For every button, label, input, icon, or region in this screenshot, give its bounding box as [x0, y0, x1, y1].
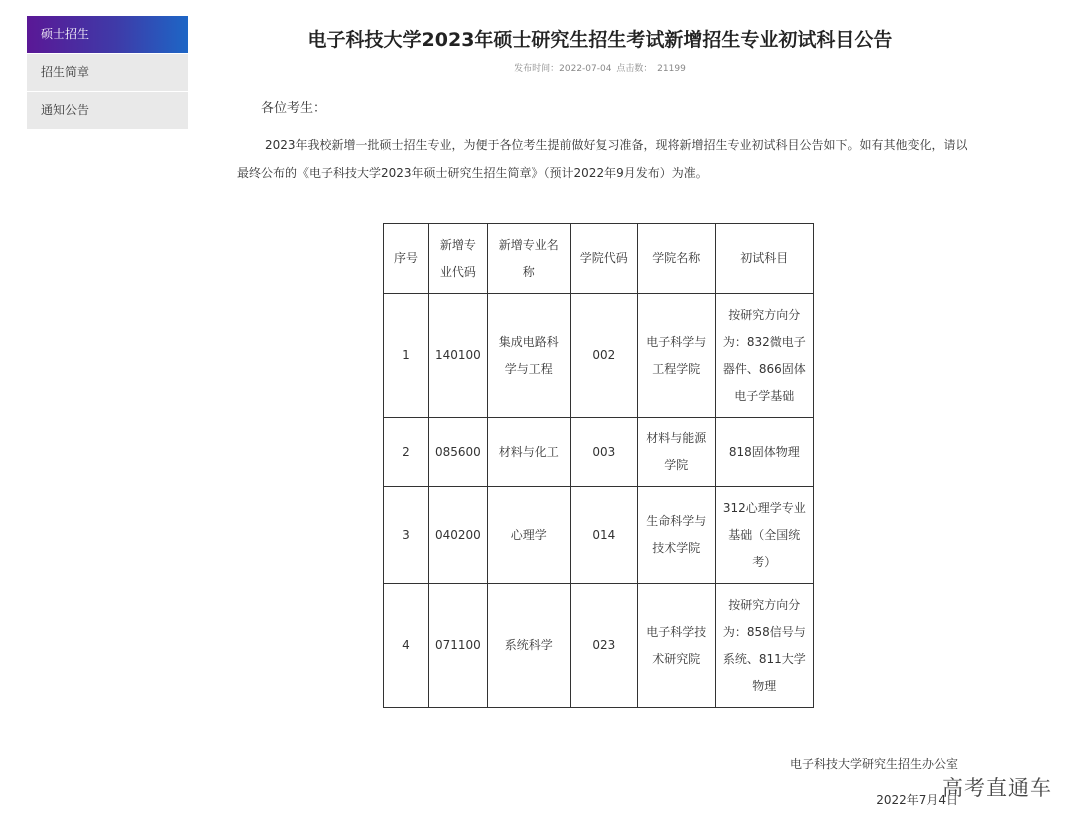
- cell-major-name: 集成电路科学与工程: [487, 294, 570, 418]
- signature-date: 2022年7月4日: [876, 793, 958, 807]
- cell-exam-subjects: 312心理学专业基础（全国统考）: [715, 487, 813, 584]
- cell-college-code: 014: [570, 487, 637, 584]
- cell-major-code: 140100: [429, 294, 488, 418]
- cell-college-code: 002: [570, 294, 637, 418]
- page-title: 电子科技大学2023年硕士研究生招生考试新增招生专业初试科目公告: [307, 29, 893, 51]
- sidebar-item-masters-admission[interactable]: 硕士招生: [27, 16, 188, 54]
- header-major-name: 新增专业名称: [487, 224, 570, 294]
- signature-office: 电子科技大学研究生招生办公室: [789, 757, 958, 771]
- header-college-code: 学院代码: [570, 224, 637, 294]
- cell-college-code: 023: [570, 584, 637, 708]
- cell-major-name: 系统科学: [487, 584, 570, 708]
- sidebar-item-admission-brochure[interactable]: 招生简章: [27, 54, 188, 92]
- table-row: [384, 294, 814, 418]
- cell-seq: 2: [384, 418, 429, 487]
- salutation: 各位考生：: [261, 101, 327, 116]
- cell-college-code: 003: [570, 418, 637, 487]
- cell-seq: 3: [384, 487, 429, 584]
- cell-college-name: 生命科学与技术学院: [637, 487, 715, 584]
- cell-major-code: 071100: [429, 584, 488, 708]
- table-row: [384, 418, 814, 487]
- cell-exam-subjects: 按研究方向分为：858信号与系统、811大学物理: [715, 584, 813, 708]
- publish-meta: 发布时间：2022-07-04 点击数： 21199: [514, 64, 686, 74]
- cell-seq: 4: [384, 584, 429, 708]
- cell-major-code: 085600: [429, 418, 488, 487]
- header-major-code: 新增专业代码: [429, 224, 488, 294]
- table-row: [384, 584, 814, 708]
- table-header-row: [384, 224, 814, 294]
- sidebar-nav: [27, 16, 188, 130]
- header-seq: 序号: [384, 224, 429, 294]
- cell-college-name: 电子科学技术研究院: [637, 584, 715, 708]
- cell-college-name: 材料与能源学院: [637, 418, 715, 487]
- article-body: 2023年我校新增一批硕士招生专业，为便于各位考生提前做好复习准备，现将新增招生专业初试科目公告如下。如有其他变化，请以最终公布的《电子科技大学2023年硕士研究生招生简章》（预计2022年9月发布）为准。: [237, 138, 968, 180]
- cell-college-name: 电子科学与工程学院: [637, 294, 715, 418]
- cell-exam-subjects: 818固体物理: [715, 418, 813, 487]
- header-college-name: 学院名称: [637, 224, 715, 294]
- cell-exam-subjects: 按研究方向分为：832微电子器件、866固体电子学基础: [715, 294, 813, 418]
- subjects-table: [383, 223, 814, 708]
- watermark-text: 高考直通车: [942, 776, 1052, 800]
- table-row: [384, 487, 814, 584]
- cell-major-name: 材料与化工: [487, 418, 570, 487]
- cell-major-name: 心理学: [487, 487, 570, 584]
- header-exam-subjects: 初试科目: [715, 224, 813, 294]
- sidebar-item-notices[interactable]: 通知公告: [27, 92, 188, 130]
- cell-seq: 1: [384, 294, 429, 418]
- cell-major-code: 040200: [429, 487, 488, 584]
